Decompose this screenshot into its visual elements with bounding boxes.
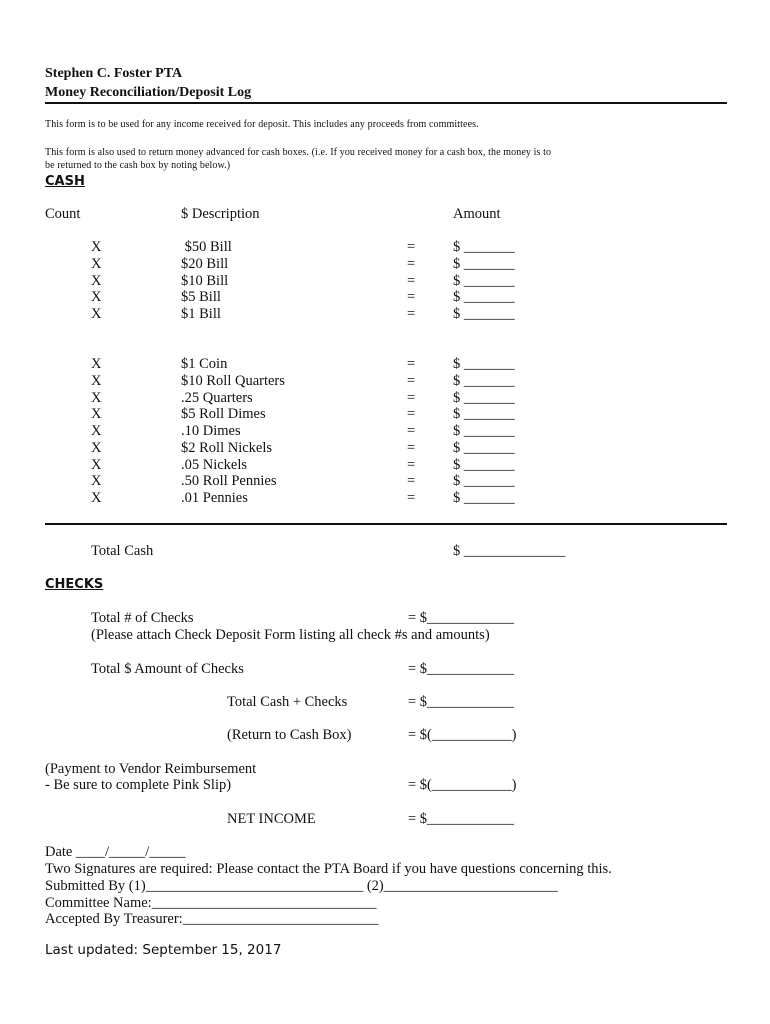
equals-sign: = [407, 440, 416, 456]
cash-total-rule [45, 523, 727, 525]
equals-sign: = [407, 457, 416, 473]
amount-field[interactable]: $ _______ [453, 423, 515, 439]
equals-sign: = [407, 356, 416, 372]
count-multiplier: X [91, 390, 102, 406]
form-title: Money Reconciliation/Deposit Log [45, 85, 252, 100]
amount-field[interactable]: $ _______ [453, 256, 515, 272]
date-field[interactable]: Date ____/_____/_____ [45, 844, 186, 860]
equals-sign: = [407, 490, 416, 506]
amount-field[interactable]: $ _______ [453, 289, 515, 305]
amount-field[interactable]: $ _______ [453, 473, 515, 489]
committee-name-field[interactable]: Committee Name:_______________________________ [45, 895, 377, 911]
total-cash-field[interactable]: $ ______________ [453, 543, 566, 559]
amount-field[interactable]: $ _______ [453, 239, 515, 255]
count-multiplier: X [91, 473, 102, 489]
count-multiplier: X [91, 457, 102, 473]
count-multiplier: X [91, 440, 102, 456]
denomination-label: .01 Pennies [181, 490, 248, 506]
denomination-label: $1 Bill [181, 306, 221, 322]
signatures-note: Two Signatures are required: Please contact the PTA Board if you have questions concerning this. [45, 861, 612, 877]
payment-label-2: - Be sure to complete Pink Slip) [45, 777, 232, 793]
amount-field[interactable]: $ _______ [453, 406, 515, 422]
count-multiplier: X [91, 273, 102, 289]
total-checks-amount-label: Total $ Amount of Checks [91, 661, 244, 677]
equals-sign: = [407, 273, 416, 289]
total-cash-label: Total Cash [91, 543, 154, 559]
equals-sign: = [407, 256, 416, 272]
intro-line-2a: This form is also used to return money advanced for cash boxes. (i.e. If you received money for a cash box, the money is to [45, 147, 552, 158]
count-multiplier: X [91, 406, 102, 422]
equals-sign: = [407, 239, 416, 255]
denomination-label: $10 Roll Quarters [181, 373, 285, 389]
denomination-label: $10 Bill [181, 273, 229, 289]
amount-field[interactable]: $ _______ [453, 440, 515, 456]
intro-line-2b: be returned to the cash box by noting below.) [45, 160, 231, 171]
amount-field[interactable]: $ _______ [453, 273, 515, 289]
amount-field[interactable]: $ _______ [453, 390, 515, 406]
equals-sign: = [407, 406, 416, 422]
payment-label-1: (Payment to Vendor Reimbursement [45, 761, 257, 777]
count-multiplier: X [91, 373, 102, 389]
count-multiplier: X [91, 239, 102, 255]
total-checks-count-label: Total # of Checks [91, 610, 194, 626]
equals-sign: = [407, 423, 416, 439]
denomination-label: .50 Roll Pennies [181, 473, 277, 489]
count-multiplier: X [91, 256, 102, 272]
org-name: Stephen C. Foster PTA [45, 66, 183, 81]
total-checks-count-field[interactable]: = $____________ [408, 610, 515, 626]
equals-sign: = [407, 390, 416, 406]
col-description-header: $ Description [181, 206, 260, 222]
amount-field[interactable]: $ _______ [453, 457, 515, 473]
denomination-label: $2 Roll Nickels [181, 440, 273, 456]
count-multiplier: X [91, 289, 102, 305]
col-count-header: Count [45, 206, 81, 222]
denomination-label: $5 Bill [181, 289, 221, 305]
payment-field[interactable]: = $(___________) [408, 777, 517, 793]
equals-sign: = [407, 473, 416, 489]
count-multiplier: X [91, 423, 102, 439]
accepted-by-treasurer-field[interactable]: Accepted By Treasurer:___________________________ [45, 911, 379, 927]
cash-heading: CASH [45, 174, 85, 189]
amount-field[interactable]: $ _______ [453, 490, 515, 506]
net-income-label: NET INCOME [227, 811, 316, 827]
count-multiplier: X [91, 356, 102, 372]
denomination-label: .25 Quarters [181, 390, 253, 406]
net-income-field[interactable]: = $____________ [408, 811, 515, 827]
amount-field[interactable]: $ _______ [453, 306, 515, 322]
return-to-cash-box-label: (Return to Cash Box) [227, 727, 352, 743]
cash-plus-checks-label: Total Cash + Checks [227, 694, 348, 710]
amount-field[interactable]: $ _______ [453, 373, 515, 389]
intro-line-1: This form is to be used for any income received for deposit. This includes any proceeds from committees. [45, 119, 479, 130]
denomination-label: $50 Bill [181, 239, 232, 255]
denomination-label: $1 Coin [181, 356, 228, 372]
total-checks-amount-field[interactable]: = $____________ [408, 661, 515, 677]
cash-plus-checks-field[interactable]: = $____________ [408, 694, 515, 710]
equals-sign: = [407, 289, 416, 305]
amount-field[interactable]: $ _______ [453, 356, 515, 372]
header-rule [45, 102, 727, 104]
denomination-label: $20 Bill [181, 256, 229, 272]
last-updated: Last updated: September 15, 2017 [45, 942, 282, 958]
attach-note: (Please attach Check Deposit Form listing all check #s and amounts) [91, 627, 490, 643]
col-amount-header: Amount [453, 206, 501, 222]
equals-sign: = [407, 306, 416, 322]
checks-heading: CHECKS [45, 577, 104, 592]
submitted-by-field[interactable]: Submitted By (1)______________________________ (2)________________________ [45, 878, 558, 894]
count-multiplier: X [91, 490, 102, 506]
denomination-label: $5 Roll Dimes [181, 406, 266, 422]
return-to-cash-box-field[interactable]: = $(___________) [408, 727, 517, 743]
denomination-label: .10 Dimes [181, 423, 241, 439]
denomination-label: .05 Nickels [181, 457, 248, 473]
equals-sign: = [407, 373, 416, 389]
count-multiplier: X [91, 306, 102, 322]
